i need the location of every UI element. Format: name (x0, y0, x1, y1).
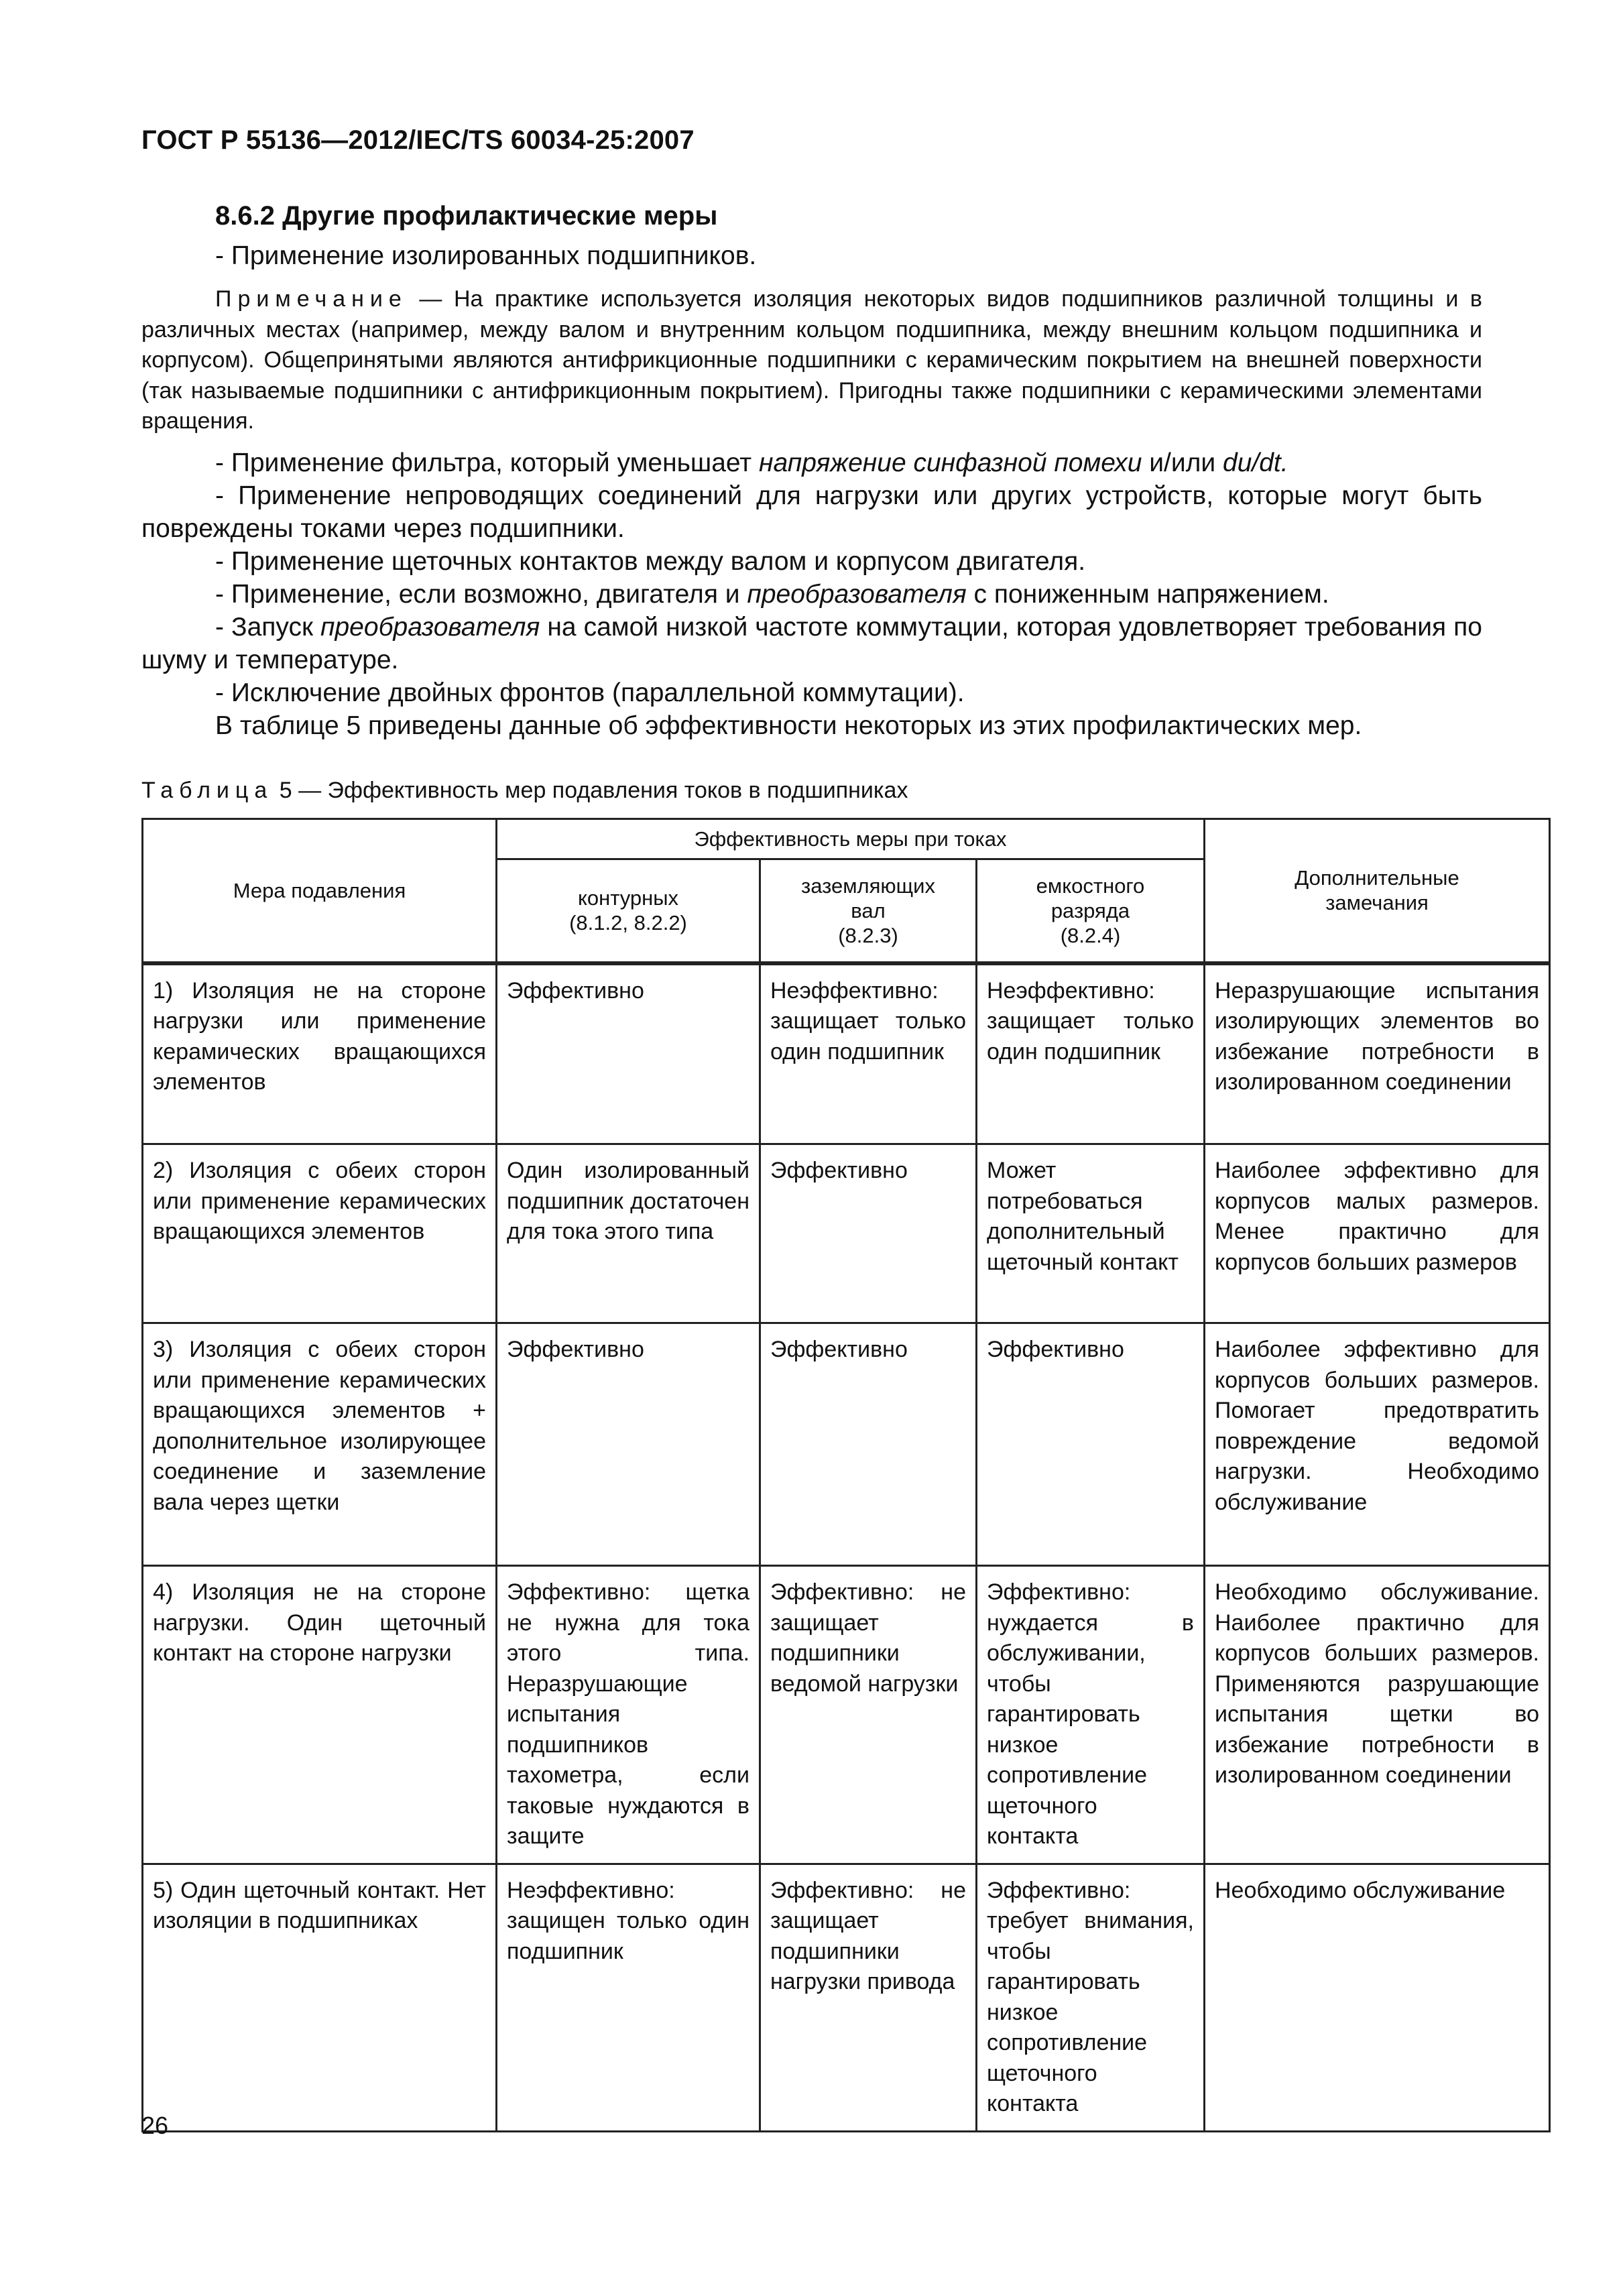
cell-remarks: Неразрушающие испытания изолирующих элементов во избежание потребности в изолированном соединении (1205, 963, 1550, 1144)
cell-grounding: Неэффективно: защищает только один подшипник (760, 963, 977, 1144)
section-title: 8.6.2 Другие профилактические меры (215, 201, 718, 231)
cell-capacitive: Может потребоваться дополнительный щеточный контакт (977, 1144, 1205, 1323)
cell-grounding: Эффективно: не защищает подшипники ведомой нагрузки (760, 1566, 977, 1864)
item-low-voltage (141, 578, 1482, 611)
item-filter (141, 446, 1482, 479)
item-filter-term: напряжение синфазной помехи (759, 448, 1142, 477)
item-nonconductive: - Применение непроводящих соединений для нагрузки или других устройств, которые могут быть повреждены токами через подшипники. (141, 481, 1482, 543)
cell-contour: Эффективно (497, 1323, 760, 1566)
table-row (143, 963, 1550, 1144)
cell-remarks: Наиболее эффективно для корпусов малых размеров. Менее практично для корпусов больших размеров (1205, 1144, 1550, 1323)
item-start-text-2: на самой низкой частоте коммутации, которая удовлетворяет требования по шуму и температуре. (141, 612, 1482, 674)
note-paragraph (141, 284, 1482, 437)
table-row (143, 1144, 1550, 1323)
table-5 (141, 818, 1551, 2132)
table-row (143, 1566, 1550, 1864)
cell-contour: Эффективно (497, 963, 760, 1144)
page-number: 26 (141, 2112, 169, 2139)
item-low-voltage-term: преобразователя (747, 579, 967, 609)
header-effectiveness: Эффективность меры при токах (497, 819, 1205, 859)
item-filter-text: - Применение фильтра, который уменьшает (215, 448, 760, 477)
table-caption-label: Таблица (141, 778, 274, 803)
note-label: Примечание (215, 286, 408, 312)
cell-measure: 4) Изоляция не на стороне нагрузки. Один щеточный контакт на стороне нагрузки (143, 1566, 497, 1864)
header-contour: контурных (8.1.2, 8.2.2) (497, 859, 760, 963)
cell-remarks: Необходимо обслуживание (1205, 1864, 1550, 2131)
item-filter-term-2: du/dt. (1223, 448, 1288, 477)
cell-measure: 1) Изоляция не на стороне нагрузки или применение керамических вращающихся элементов (143, 963, 497, 1144)
cell-remarks: Наиболее эффективно для корпусов больших размеров. Помогает предотвратить повреждение ведомой нагрузки. Необходимо обслуживание (1205, 1323, 1550, 1566)
item-start-converter (141, 611, 1482, 676)
item-start-text: - Запуск (215, 612, 321, 642)
table-caption (141, 778, 908, 804)
section-8-6-2 (141, 201, 1482, 742)
item-insulated-bearings: - Применение изолированных подшипников. (215, 241, 757, 270)
item-brush-contacts: - Применение щеточных контактов между валом и корпусом двигателя. (215, 546, 1086, 576)
cell-grounding: Эффективно (760, 1144, 977, 1323)
cell-capacitive: Эффективно: нуждается в обслуживании, чтобы гарантировать низкое сопротивление щеточного контакта (977, 1566, 1205, 1864)
item-low-voltage-text: - Применение, если возможно, двигателя и (215, 579, 747, 609)
cell-measure: 3) Изоляция с обеих сторон или применение керамических вращающихся элементов + дополнительное изолирующее соединение и заземление вала через щетки (143, 1323, 497, 1566)
cell-contour: Эффективно: щетка не нужна для тока этого типа. Неразрушающие испытания подшипников тахометра, если таковые нуждаются в защите (497, 1566, 760, 1864)
cell-capacitive: Эффективно: требует внимания, чтобы гарантировать низкое сопротивление щеточного контакта (977, 1864, 1205, 2131)
table-row (143, 1323, 1550, 1566)
cell-capacitive: Неэффективно: защищает только один подшипник (977, 963, 1205, 1144)
header-remarks: Дополнительные замечания (1205, 819, 1550, 963)
table-row (143, 1864, 1550, 2131)
table-caption-text: 5 — Эффективность мер подавления токов в подшипниках (273, 778, 908, 803)
header-grounding: заземляющих вал (8.2.3) (760, 859, 977, 963)
cell-grounding: Эффективно (760, 1323, 977, 1566)
cell-remarks: Необходимо обслуживание. Наиболее практично для корпусов больших размеров. Применяются разрушающие испытания щетки во избежание потребности в изолированном соединении (1205, 1566, 1550, 1864)
cell-capacitive: Эффективно (977, 1323, 1205, 1566)
cell-measure: 5) Один щеточный контакт. Нет изоляции в подшипниках (143, 1864, 497, 2131)
item-exclude-edges: - Исключение двойных фронтов (параллельной коммутации). (215, 678, 965, 707)
cell-grounding: Эффективно: не защищает подшипники нагрузки привода (760, 1864, 977, 2131)
standard-header: ГОСТ Р 55136—2012/IEC/TS 60034-25:2007 (141, 125, 695, 155)
item-start-term: преобразователя (320, 612, 540, 642)
header-capacitive: емкостного разряда (8.2.4) (977, 859, 1205, 963)
item-low-voltage-text-2: с пониженным напряжением. (966, 579, 1329, 609)
note-text: — На практике используется изоляция некоторых видов подшипников различной толщины и в различных местах (например, между валом и внутренним кольцом подшипника, между внешним кольцом подшипника и корпусом). Общепринятыми являются антифрикционные подшипники с керамическим покрытием на внешней поверхности (так называемые подшипники с антифрикционным покрытием). Пригодны также подшипники с керамическими элементами вращения. (141, 286, 1482, 434)
cell-contour: Один изолированный подшипник достаточен для тока этого типа (497, 1144, 760, 1323)
table-intro: В таблице 5 приведены данные об эффективности некоторых из этих профилактических мер. (215, 711, 1362, 740)
item-filter-text-2: и/или (1142, 448, 1223, 477)
header-measure: Мера подавления (143, 819, 497, 963)
cell-measure: 2) Изоляция с обеих сторон или применение керамических вращающихся элементов (143, 1144, 497, 1323)
cell-contour: Неэффективно: защищен только один подшипник (497, 1864, 760, 2131)
